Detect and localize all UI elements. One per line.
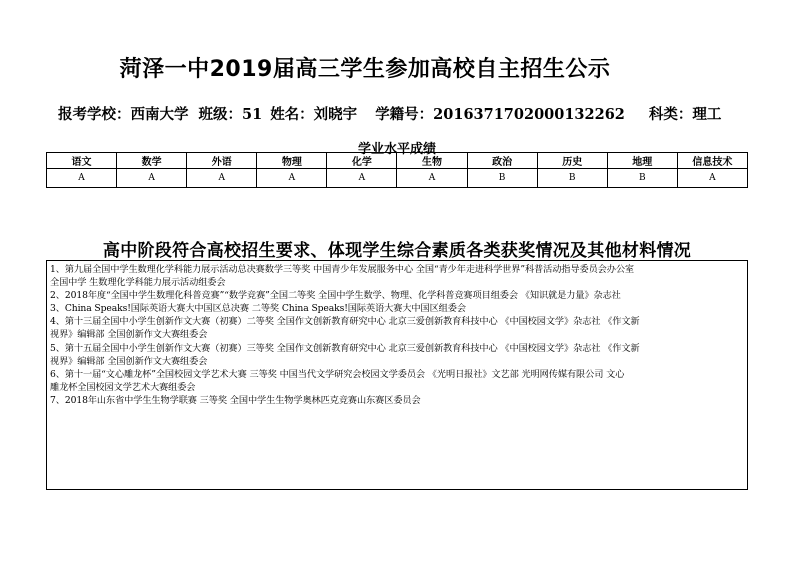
subject-cell: 生物 — [397, 153, 467, 169]
subject-cell: 政治 — [467, 153, 537, 169]
score-cell: A — [397, 169, 467, 188]
award-line: 视界》编辑部 全国创新作文大赛组委会 — [50, 355, 208, 367]
score-cell: A — [47, 169, 117, 188]
page-title: 菏泽一中2019届高三学生参加高校自主招生公示 — [119, 57, 611, 82]
subject-cell: 数学 — [117, 153, 187, 169]
subject-cell: 化学 — [327, 153, 397, 169]
class-field: 班级：51 — [198, 106, 263, 123]
subject-cell: 物理 — [257, 153, 327, 169]
award-line: 5、第十五届全国中小学生创新作文大赛（初赛）三等奖 全国作文创新教育研究中心 北京三爱创新教育科技中心 《中国校园文学》杂志社 《作文新 — [50, 342, 640, 354]
score-cell: A — [677, 169, 747, 188]
award-line: 2、2018年度“全国中学生数理化科普竞赛”“数学竞赛”全国二等奖 全国中学生数学、物理、化学科普竞赛项目组委会 《知识就是力量》杂志社 — [50, 290, 621, 302]
grades-subject-row — [47, 153, 748, 169]
grades-table — [46, 152, 748, 188]
awards-box — [46, 260, 748, 490]
track-field: 科类：理工 — [648, 106, 722, 123]
award-line: 视界》编辑部 全国创新作文大赛组委会 — [50, 329, 208, 341]
score-cell: B — [607, 169, 677, 188]
subject-cell: 外语 — [187, 153, 257, 169]
score-cell: B — [467, 169, 537, 188]
score-cell: A — [327, 169, 397, 188]
score-cell: A — [257, 169, 327, 188]
subject-cell: 地理 — [607, 153, 677, 169]
subject-cell: 信息技术 — [677, 153, 747, 169]
award-line: 3、China Speaks!国际英语大赛大中国区总决赛 二等奖 China Speaks!国际英语大赛大中国区组委会 — [50, 303, 466, 315]
awards-heading: 高中阶段符合高校招生要求、体现学生综合素质各类获奖情况及其他材料情况 — [102, 241, 692, 261]
score-cell: B — [537, 169, 607, 188]
award-line: 全国中学 生数理化学科能力展示活动组委会 — [50, 277, 226, 289]
student-id-field: 学籍号：2016371702000132262 — [375, 106, 625, 123]
score-cell: A — [117, 169, 187, 188]
name-field: 姓名：刘晓宇 — [270, 106, 358, 123]
score-cell: A — [187, 169, 257, 188]
award-line: 7、2018年山东省中学生生物学联赛 三等奖 全国中学生生物学奥林匹克竞赛山东赛区委员会 — [50, 394, 421, 406]
school-field: 报考学校：西南大学 — [58, 106, 189, 123]
grades-score-row — [47, 169, 748, 188]
grades-heading: 学业水平成绩 — [357, 142, 436, 157]
award-line: 6、第十一届“文心雕龙杯”全国校园文学艺术大赛 三等奖 中国当代文学研究会校园文学委员会 《光明日报社》文艺部 光明网传媒有限公司 文心 — [50, 368, 625, 380]
subject-cell: 语文 — [47, 153, 117, 169]
award-line: 1、第九届全国中学生数理化学科能力展示活动总决赛数学三等奖 中国青少年发展服务中心 全国“青少年走进科学世界”科普活动指导委员会办公室 — [50, 264, 635, 275]
award-line: 雕龙杯全国校园文学艺术大赛组委会 — [50, 381, 196, 393]
student-info-line — [58, 103, 721, 124]
award-line: 4、第十三届全国中小学生创新作文大赛（初赛）二等奖 全国作文创新教育研究中心 北京三爱创新教育科技中心 《中国校园文学》杂志社 《作文新 — [50, 316, 640, 328]
subject-cell: 历史 — [537, 153, 607, 169]
